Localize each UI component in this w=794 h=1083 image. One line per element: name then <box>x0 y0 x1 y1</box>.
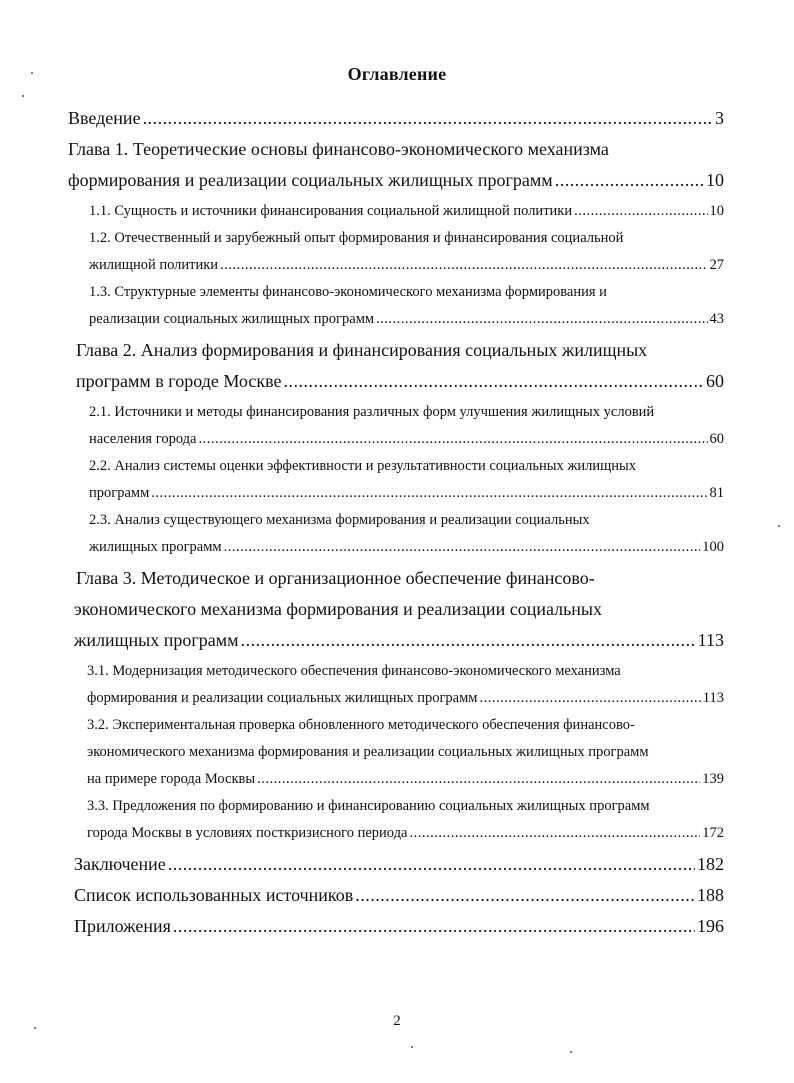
dot-leader <box>143 103 713 134</box>
page-number: 2 <box>393 1013 401 1029</box>
toc-page-number: 113 <box>697 630 724 650</box>
toc-chapter-3[interactable] <box>68 563 724 656</box>
dot-leader <box>220 252 707 279</box>
toc-chapter-title-line: Глава 2. Анализ формирования и финансирования социальных жилищных <box>76 340 648 360</box>
toc-title: Оглавление <box>347 64 447 84</box>
toc-entry-appendix[interactable]: Приложения ..... 196 <box>68 911 724 942</box>
toc-chapter-title-line: формирования и реализации социальных жилищных программ ..... 10 <box>68 165 724 196</box>
dot-leader <box>479 685 700 712</box>
toc-page-number: 139 <box>702 771 724 787</box>
toc-section-2-1[interactable]: 2.1. Источники и методы финансирования различных форм улучшения жилищных условий населения города ..... 60 <box>68 399 724 453</box>
toc-entry-label: Введение <box>68 108 141 128</box>
scan-speck <box>411 1046 413 1048</box>
dot-leader <box>555 165 704 196</box>
dot-leader <box>241 625 696 656</box>
toc-page-number: 172 <box>702 825 724 841</box>
dot-leader <box>376 306 707 333</box>
toc-page-number: 188 <box>697 885 724 905</box>
dot-leader <box>224 534 701 561</box>
dot-leader <box>198 426 707 453</box>
toc-page-number: 81 <box>709 485 724 501</box>
toc-page-number: 43 <box>709 311 724 327</box>
toc-section-3-2[interactable]: 3.2. Экспериментальная проверка обновленного методического обеспечения финансово- экономического механизма формирования и реализации социальных жилищных программ на примере города Москвы ..... 139 <box>68 712 724 793</box>
toc-chapter-title-line: Глава 3. Методическое и организационное обеспечение финансово- <box>76 568 595 588</box>
toc-chapter-title-line: жилищных программ ..... 113 <box>68 625 724 656</box>
toc-page-number: 113 <box>702 690 724 706</box>
toc-page-number: 182 <box>697 854 724 874</box>
toc-page-number: 3 <box>715 108 724 128</box>
toc-page-number: 10 <box>709 203 724 219</box>
toc-section-3-1[interactable]: 3.1. Модернизация методического обеспечения финансово-экономического механизма формирования и реализации социальных жилищных программ ..... 113 <box>68 658 724 712</box>
toc-entry-sources[interactable]: Список использованных источников ..... 188 <box>68 880 724 911</box>
toc-page-number: 27 <box>709 257 724 273</box>
toc-page-number: 100 <box>702 539 724 555</box>
toc-chapter-title-line: экономического механизма формирования и реализации социальных <box>74 599 603 619</box>
dot-leader <box>283 366 704 397</box>
toc-section-2-3[interactable]: 2.3. Анализ существующего механизма формирования и реализации социальных жилищных программ ..... 100 <box>68 507 724 561</box>
scan-speck <box>31 72 33 74</box>
toc-chapter-1[interactable] <box>68 134 724 196</box>
dot-leader <box>257 766 700 793</box>
toc-entry-intro[interactable] <box>68 103 724 134</box>
dot-leader <box>574 198 707 225</box>
dot-leader <box>168 849 695 880</box>
toc-page-number: 60 <box>706 371 724 391</box>
dot-leader <box>409 820 700 847</box>
dot-leader <box>173 911 695 942</box>
scan-speck <box>22 95 24 97</box>
toc-chapter-title-line: программ в городе Москве ..... 60 <box>68 366 724 397</box>
toc-chapter-2[interactable] <box>68 335 724 397</box>
scan-speck <box>778 525 780 527</box>
scan-speck <box>570 1051 572 1053</box>
toc-section-1-2[interactable]: 1.2. Отечественный и зарубежный опыт формирования и финансирования социальной жилищной политики ..... 27 <box>68 225 724 279</box>
scan-speck <box>34 1027 36 1029</box>
toc-page-number: 60 <box>709 431 724 447</box>
table-of-contents <box>68 103 724 942</box>
toc-section-1-3[interactable]: 1.3. Структурные элементы финансово-экономического механизма формирования и реализации социальных жилищных программ ..... 43 <box>68 279 724 333</box>
dot-leader <box>355 880 695 911</box>
toc-section-3-3[interactable]: 3.3. Предложения по формированию и финансированию социальных жилищных программ города Москвы в условиях посткризисного периода ..... 172 <box>68 793 724 847</box>
toc-chapter-title-line: Глава 1. Теоретические основы финансово-экономического механизма <box>68 139 609 159</box>
toc-entry-conclusion[interactable]: Заключение ..... 182 <box>68 849 724 880</box>
toc-page-number: 196 <box>697 916 724 936</box>
toc-section-2-2[interactable]: 2.2. Анализ системы оценки эффективности и результативности социальных жилищных программ ..... 81 <box>68 453 724 507</box>
toc-section-1-1[interactable]: 1.1. Сущность и источники финансирования социальной жилищной политики ..... 10 <box>68 198 724 225</box>
toc-page-number: 10 <box>706 170 724 190</box>
dot-leader <box>151 480 707 507</box>
